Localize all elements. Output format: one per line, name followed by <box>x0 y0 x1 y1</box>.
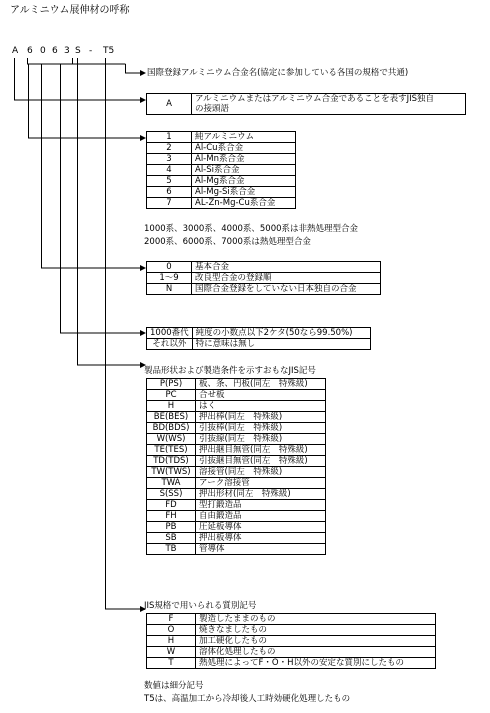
variant-key: 0 <box>147 262 192 273</box>
series-desc: Al-Cu系合金 <box>192 143 296 154</box>
form-key: TD(TDS) <box>147 456 196 467</box>
purity-desc: 純度の小数点以下2ケタ(50なら99.50%) <box>192 328 370 339</box>
form-key: TWA <box>147 478 196 489</box>
form-desc: アーク溶接管 <box>196 478 326 489</box>
form-symbols-table <box>146 378 326 555</box>
temper-key: F <box>147 614 196 625</box>
intl-alloy-name-label: 国際登録アルミニウム合金名(協定に参加している各国の規格で共通) <box>147 68 409 78</box>
code-char-3-purity: 3 <box>64 46 70 56</box>
diagram-title: アルミニウム展伸材の呼称 <box>10 5 130 16</box>
series-note-heat-treatable: 2000系、6000系、7000系は熱処理型合金 <box>144 237 311 247</box>
prefix-key: A <box>147 94 192 115</box>
form-key: FD <box>147 500 196 511</box>
table-row <box>147 176 296 187</box>
form-desc: 圧延板導体 <box>196 522 326 533</box>
form-desc: 引抜継目無管(同左 特殊級) <box>196 456 326 467</box>
line-to-intl-name <box>126 64 141 73</box>
form-desc: 溶接管(同左 特殊級) <box>196 467 326 478</box>
form-symbols-header: 製品形状および製造条件を示すおもなJIS記号 <box>144 366 316 376</box>
table-row <box>147 511 326 522</box>
line-63-to-purity <box>61 64 141 333</box>
form-key: BD(BDS) <box>147 423 196 434</box>
temper-key: W <box>147 647 196 658</box>
form-key: PB <box>147 522 196 533</box>
form-key: BE(BES) <box>147 412 196 423</box>
code-char-6-purity: 6 <box>52 46 58 56</box>
line-0-to-variant <box>42 64 141 268</box>
table-row <box>147 489 326 500</box>
temper-desc: 製造したままのもの <box>196 614 436 625</box>
purity-key: それ以外 <box>147 339 193 350</box>
form-key: TW(TWS) <box>147 467 196 478</box>
temper-desc: 溶体化処理したもの <box>196 647 436 658</box>
table-row <box>147 423 326 434</box>
code-char-dash: - <box>89 46 93 56</box>
series-note-non-heat-treatable: 1000系、3000系、4000系、5000系は非熱処理型合金 <box>144 224 359 234</box>
code-char-6-series: 6 <box>27 46 33 56</box>
form-desc: はく <box>196 401 326 412</box>
form-desc: 引抜棒(同左 特殊級) <box>196 423 326 434</box>
table-row <box>147 390 326 401</box>
code-char-t5-temper: T5 <box>103 46 115 56</box>
temper-desc: 加工硬化したもの <box>196 636 436 647</box>
temper-desc: 焼きなましたもの <box>196 625 436 636</box>
form-desc: 押出板導体 <box>196 533 326 544</box>
table-row <box>147 401 326 412</box>
table-row <box>147 339 371 350</box>
temper-note-t5: T5は、高温加工から冷却後人工時効硬化処理したもの <box>144 694 351 704</box>
variant-key: N <box>147 284 192 295</box>
table-row <box>147 647 436 658</box>
variant-desc: 改良型合金の登録順 <box>192 273 381 284</box>
table-row <box>147 262 381 273</box>
code-char-s-form: S <box>75 46 81 56</box>
table-row <box>147 165 296 176</box>
table-row <box>147 198 296 209</box>
series-key: 2 <box>147 143 192 154</box>
series-desc: Al-Mn系合金 <box>192 154 296 165</box>
table-row <box>147 379 326 390</box>
form-key: SB <box>147 533 196 544</box>
temper-symbols-header: JIS規格で用いられる質別記号 <box>144 601 257 611</box>
form-key: W(WS) <box>147 434 196 445</box>
table-row <box>147 522 326 533</box>
series-key: 1 <box>147 132 192 143</box>
temper-key: O <box>147 625 196 636</box>
series-key: 5 <box>147 176 192 187</box>
purity-table <box>146 327 371 350</box>
form-desc: 合せ板 <box>196 390 326 401</box>
table-row <box>147 658 436 669</box>
variant-desc: 基本合金 <box>192 262 381 273</box>
series-desc: Al-Mg系合金 <box>192 176 296 187</box>
table-row <box>147 456 326 467</box>
temper-symbols-table <box>146 613 436 669</box>
table-row <box>147 434 326 445</box>
form-desc: 板、条、円板(同左 特殊級) <box>196 379 326 390</box>
form-desc: 押出継目無管(同左 特殊級) <box>196 445 326 456</box>
prefix-table <box>146 93 466 115</box>
table-row <box>147 273 381 284</box>
table-row <box>147 328 371 339</box>
table-row <box>147 143 296 154</box>
form-key: TE(TES) <box>147 445 196 456</box>
series-key: 7 <box>147 198 192 209</box>
arrow-intl-name <box>140 70 146 76</box>
table-row <box>147 132 296 143</box>
series-desc: AL-Zn-Mg-Cu系合金 <box>192 198 296 209</box>
variant-desc: 国際合金登録をしていない日本独自の合金 <box>192 284 381 295</box>
form-desc: 引抜線(同左 特殊級) <box>196 434 326 445</box>
form-desc: 押出形材(同左 特殊級) <box>196 489 326 500</box>
form-key: S(SS) <box>147 489 196 500</box>
purity-key: 1000番代 <box>147 328 193 339</box>
form-desc: 押出棒(同左 特殊級) <box>196 412 326 423</box>
form-desc: 型打鍛造品 <box>196 500 326 511</box>
temper-key: H <box>147 636 196 647</box>
form-desc: 自由鍛造品 <box>196 511 326 522</box>
series-desc: Al-Mg-Si系合金 <box>192 187 296 198</box>
table-row <box>147 544 326 555</box>
table-row <box>147 445 326 456</box>
table-row <box>147 636 436 647</box>
table-row <box>147 625 436 636</box>
table-row <box>147 412 326 423</box>
series-key: 4 <box>147 165 192 176</box>
form-desc: 管導体 <box>196 544 326 555</box>
form-key: H <box>147 401 196 412</box>
variant-key: 1～9 <box>147 273 192 284</box>
form-key: PC <box>147 390 196 401</box>
line-6-to-series <box>29 64 141 138</box>
purity-desc: 特に意味は無し <box>192 339 370 350</box>
table-row <box>147 467 326 478</box>
form-key: P(PS) <box>147 379 196 390</box>
temper-key: T <box>147 658 196 669</box>
series-desc: 純アルミニウム <box>192 132 296 143</box>
temper-desc: 熱処理によってF・O・H以外の安定な質別にしたもの <box>196 658 436 669</box>
table-row <box>147 154 296 165</box>
table-row <box>147 614 436 625</box>
table-row <box>147 187 296 198</box>
form-key: FH <box>147 511 196 522</box>
series-table <box>146 131 296 209</box>
series-key: 6 <box>147 187 192 198</box>
code-char-a: A <box>12 46 19 56</box>
variant-table <box>146 261 381 295</box>
bracket-6063 <box>28 58 73 64</box>
series-key: 3 <box>147 154 192 165</box>
series-desc: Al-Si系合金 <box>192 165 296 176</box>
table-row <box>147 284 381 295</box>
temper-note-subdivision: 数値は細分記号 <box>144 681 204 691</box>
prefix-desc <box>192 94 466 115</box>
form-key: TB <box>147 544 196 555</box>
line-s-to-form <box>78 58 141 365</box>
prefix-desc-line2: の接頭語 <box>195 104 230 114</box>
table-row <box>147 94 466 115</box>
table-row <box>147 533 326 544</box>
prefix-desc-line1: アルミニウムまたはアルミニウム合金であることを表すJIS独自 <box>195 94 435 104</box>
table-row <box>147 478 326 489</box>
table-row <box>147 500 326 511</box>
code-char-0-variant: 0 <box>40 46 46 56</box>
